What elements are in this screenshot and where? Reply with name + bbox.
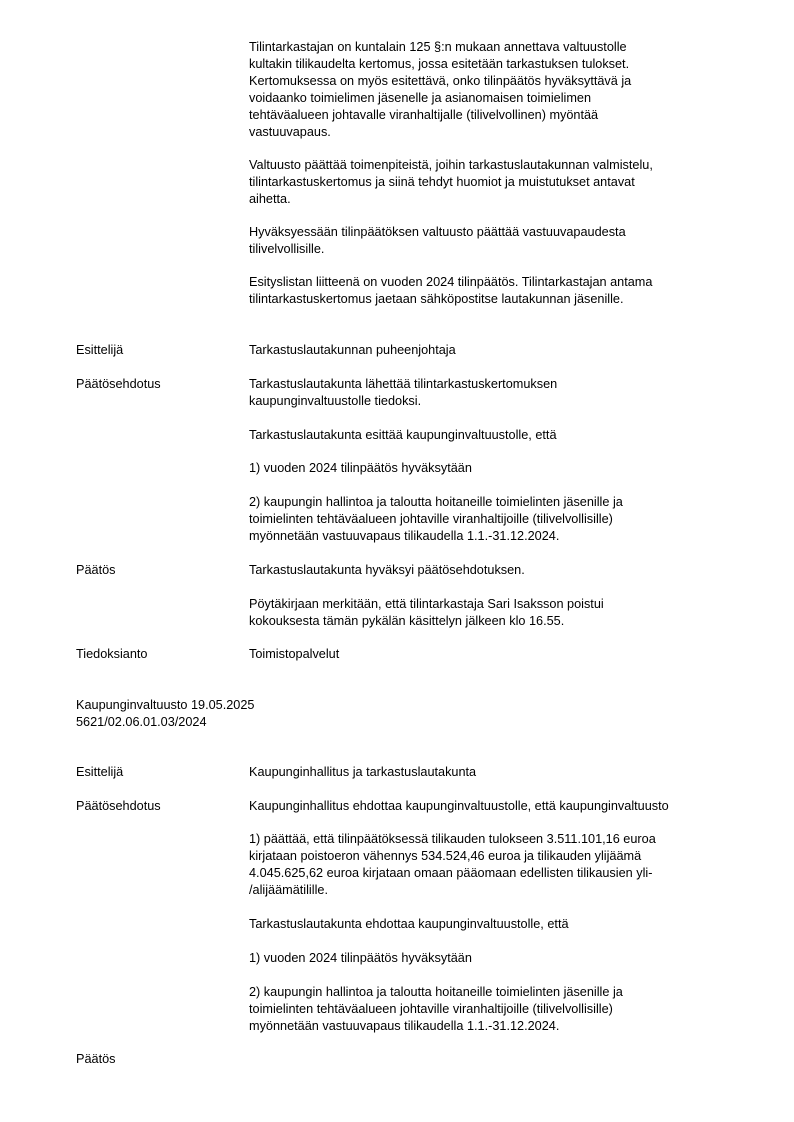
text-line: tilivelvollisille. <box>249 241 325 256</box>
paatos-paragraph-1: Tarkastuslautakunta hyväksyi päätösehdotuksen. <box>249 563 525 577</box>
text-line: kultakin tilikaudelta kertomus, jossa esitetään tarkastuksen tulokset. <box>249 56 630 71</box>
text-line: Tilintarkastajan on kuntalain 125 §:n mukaan annettava valtuustolle <box>249 40 627 54</box>
text-line: Hyväksyessään tilinpäätöksen valtuusto päättää vastuuvapaudesta <box>249 225 626 239</box>
text-line: 1) päättää, että tilinpäätöksessä tilikauden tulokseen 3.511.101,16 euroa <box>249 832 656 846</box>
intro-paragraph-3 <box>249 224 749 258</box>
text-line: toimielinten tehtäväalueen johtaville viranhaltijoille (tilivelvollisille) <box>249 511 613 526</box>
paatosehdotus-paragraph-1 <box>249 376 749 410</box>
tiedoksianto-label: Tiedoksianto <box>76 647 148 661</box>
text-line: kirjataan poistoeron vähennys 534.524,46 euroa ja tilikauden ylijäämä <box>249 848 642 863</box>
text-line: Esityslistan liitteenä on vuoden 2024 tilinpäätös. Tilintarkastajan antama <box>249 275 653 289</box>
paatos-label: Päätös <box>76 1052 116 1066</box>
text-line: toimielinten tehtäväalueen johtaville viranhaltijoille (tilivelvollisille) <box>249 1001 613 1016</box>
text-line: /alijäämätilille. <box>249 882 328 897</box>
intro-paragraph-2 <box>249 157 749 208</box>
text-line: myönnetään vastuuvapaus tilikaudella 1.1.-31.12.2024. <box>249 528 560 543</box>
text-line: tehtäväalueen johtavalle viranhaltijalle (tilivelvollinen) myöntää <box>249 107 599 122</box>
section-header <box>76 697 254 731</box>
text-line: aihetta. <box>249 191 291 206</box>
text-line: kaupunginvaltuustolle tiedoksi. <box>249 393 422 408</box>
paatosehdotus-label: Päätösehdotus <box>76 377 161 391</box>
paatosehdotus-label: Päätösehdotus <box>76 799 161 813</box>
case-number: 5621/02.06.01.03/2024 <box>76 714 207 729</box>
text-line: kokouksesta tämän pykälän käsittelyn jälkeen klo 16.55. <box>249 613 565 628</box>
text-line: 2) kaupungin hallintoa ja taloutta hoitaneille toimielinten jäsenille ja <box>249 495 623 509</box>
text-line: voidaanko toimielimen jäsenelle ja asianomaisen toimielimen <box>249 90 592 105</box>
paatosehdotus-paragraph-5 <box>249 984 749 1035</box>
paatosehdotus-paragraph-4: 1) vuoden 2024 tilinpäätös hyväksytään <box>249 951 472 965</box>
text-line: myönnetään vastuuvapaus tilikaudella 1.1.-31.12.2024. <box>249 1018 560 1033</box>
text-line: Kertomuksessa on myös esitettävä, onko tilinpäätös hyväksyttävä ja <box>249 73 632 88</box>
paatosehdotus-paragraph-3: 1) vuoden 2024 tilinpäätös hyväksytään <box>249 461 472 475</box>
paatos-label: Päätös <box>76 563 116 577</box>
meeting-title: Kaupunginvaltuusto 19.05.2025 <box>76 698 255 712</box>
intro-paragraph-1 <box>249 39 749 140</box>
paatosehdotus-paragraph-1: Kaupunginhallitus ehdottaa kaupunginvaltuustolle, että kaupunginvaltuusto <box>249 799 669 813</box>
text-line: tilintarkastuskertomus ja siinä tehdyt huomiot ja muistutukset antavat <box>249 174 635 189</box>
text-line: vastuuvapaus. <box>249 124 331 139</box>
esittelija-label: Esittelijä <box>76 765 124 779</box>
text-line: Pöytäkirjaan merkitään, että tilintarkastaja Sari Isaksson poistui <box>249 597 604 611</box>
tiedoksianto-value: Toimistopalvelut <box>249 647 340 661</box>
text-line: 4.045.625,62 euroa kirjataan omaan pääomaan edellisten tilikausien yli- <box>249 865 653 880</box>
esittelija-label: Esittelijä <box>76 343 124 357</box>
esittelija-value: Tarkastuslautakunnan puheenjohtaja <box>249 343 456 357</box>
text-line: Tarkastuslautakunta lähettää tilintarkastuskertomuksen <box>249 377 558 391</box>
paatosehdotus-paragraph-4 <box>249 494 749 545</box>
text-line: Valtuusto päättää toimenpiteistä, joihin tarkastuslautakunnan valmistelu, <box>249 158 653 172</box>
text-line: 2) kaupungin hallintoa ja taloutta hoitaneille toimielinten jäsenille ja <box>249 985 623 999</box>
text-line: tilintarkastuskertomus jaetaan sähköpostitse lautakunnan jäsenille. <box>249 291 624 306</box>
intro-paragraph-4 <box>249 274 749 308</box>
paatosehdotus-paragraph-2 <box>249 831 749 899</box>
paatos-paragraph-2 <box>249 596 749 630</box>
esittelija-value: Kaupunginhallitus ja tarkastuslautakunta <box>249 765 477 779</box>
paatosehdotus-paragraph-2: Tarkastuslautakunta esittää kaupunginvaltuustolle, että <box>249 428 557 442</box>
paatosehdotus-paragraph-3: Tarkastuslautakunta ehdottaa kaupunginvaltuustolle, että <box>249 917 569 931</box>
